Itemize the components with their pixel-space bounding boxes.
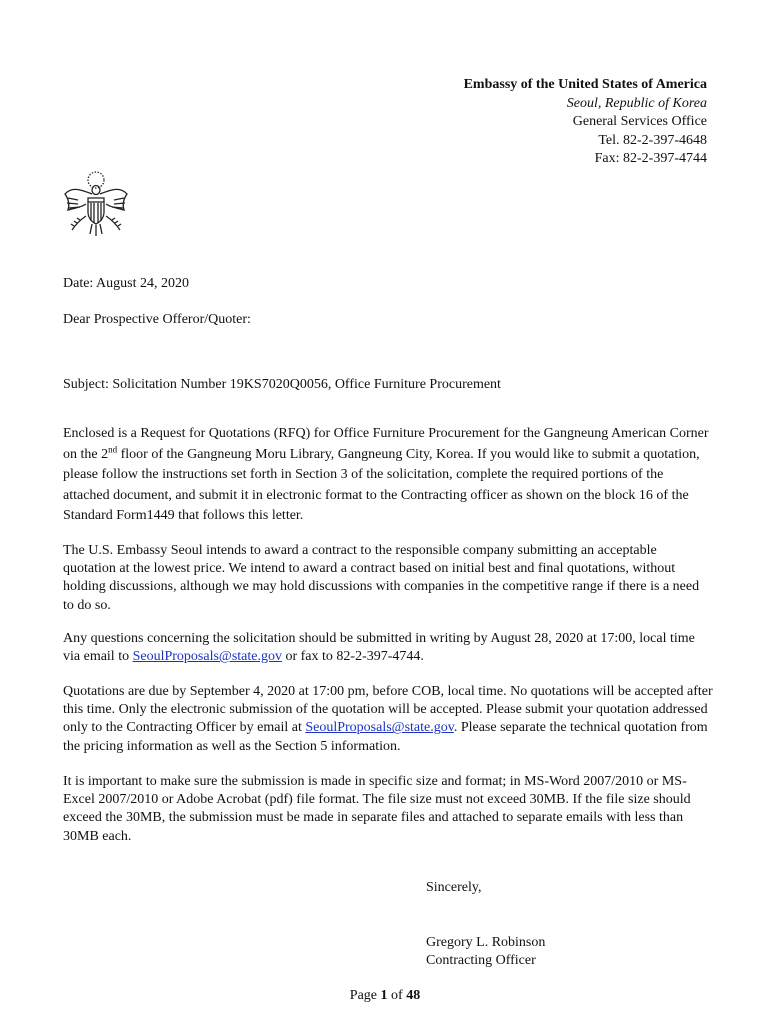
paragraph-1	[63, 424, 713, 527]
page-prefix: Page	[349, 988, 381, 1003]
paragraph-3	[63, 630, 713, 666]
paragraph-4-text-b: . Please separate the technical quotation from the pricing information as well as the Section 5 information.	[63, 720, 708, 754]
page-current: 1	[380, 988, 388, 1003]
paragraph-5: It is important to make sure the submission is made in specific size and format; in MS-Word 2007/2010 or MS-Excel 2007/2010 or Adobe Acrobat (pdf) file format. The file size must not exceed 30MB. If the file size should exceed the 30MB, the submission must be made in separate files and attached to separate emails with less than 30MB each.	[63, 774, 691, 844]
page-of: of	[387, 988, 407, 1003]
great-seal-eagle-icon	[60, 168, 132, 240]
location: Seoul, Republic of Korea	[566, 95, 707, 111]
organization-name: Embassy of the United States of America	[463, 77, 707, 92]
email-link[interactable]: SeoulProposals@state.gov	[132, 649, 282, 665]
fax: Fax: 82-2-397-4744	[594, 151, 707, 167]
telephone: Tel. 82-2-397-4648	[598, 132, 707, 148]
signer-title: Contracting Officer	[426, 953, 536, 968]
subject-line: Subject: Solicitation Number 19KS7020Q0056, Office Furniture Procurement	[63, 377, 501, 392]
email-link[interactable]: SeoulProposals@state.gov	[305, 720, 454, 736]
paragraph-3-text-a: Any questions concerning the solicitation should be submitted in writing by August 28, 2020 at 17:00, local time via email to	[63, 631, 695, 665]
page-number	[0, 988, 770, 1004]
salutation: Dear Prospective Offeror/Quoter:	[63, 312, 251, 327]
paragraph-3-text-b: or fax to 82-2-397-4744.	[281, 649, 424, 665]
paragraph-1-text-b: floor of the Gangneung Moru Library, Gangneung City, Korea. If you would like to submit a quotation, please follow the instructions set forth in Section 3 of the solicitation, complete the required portions of the attached document, and submit it in electronic format to the Contracting officer as shown on the block 16 of the Standard Form1449 that follows this letter.	[63, 446, 700, 523]
signer-name: Gregory L. Robinson	[426, 935, 546, 950]
paragraph-2: The U.S. Embassy Seoul intends to award a contract to the responsible company submitting an acceptable quotation at the lowest price. We intend to award a contract based on initial best and final quotations, without holding discussions, although we may hold discussions with companies in the competitive range if there is a need to do so.	[63, 543, 700, 613]
ordinal-suffix: nd	[108, 443, 118, 454]
closing: Sincerely,	[426, 880, 482, 895]
paragraph-4	[63, 683, 713, 756]
paragraph-1-text-a: Enclosed is a Request for Quotations (RFQ) for Office Furniture Procurement for the Gangneung American Corner on the 2	[63, 426, 709, 462]
paragraph-4-text-a: Quotations are due by September 4, 2020 at 17:00 pm, before COB, local time. No quotations will be accepted after this time. Only the electronic submission of the quotation will be accepted. Please submit your quotation addressed only to the Contracting Officer by email at	[63, 684, 713, 736]
office-name: General Services Office	[572, 114, 707, 130]
page-total: 48	[406, 988, 421, 1003]
letterhead	[464, 76, 707, 169]
letter-date: Date: August 24, 2020	[63, 276, 189, 291]
